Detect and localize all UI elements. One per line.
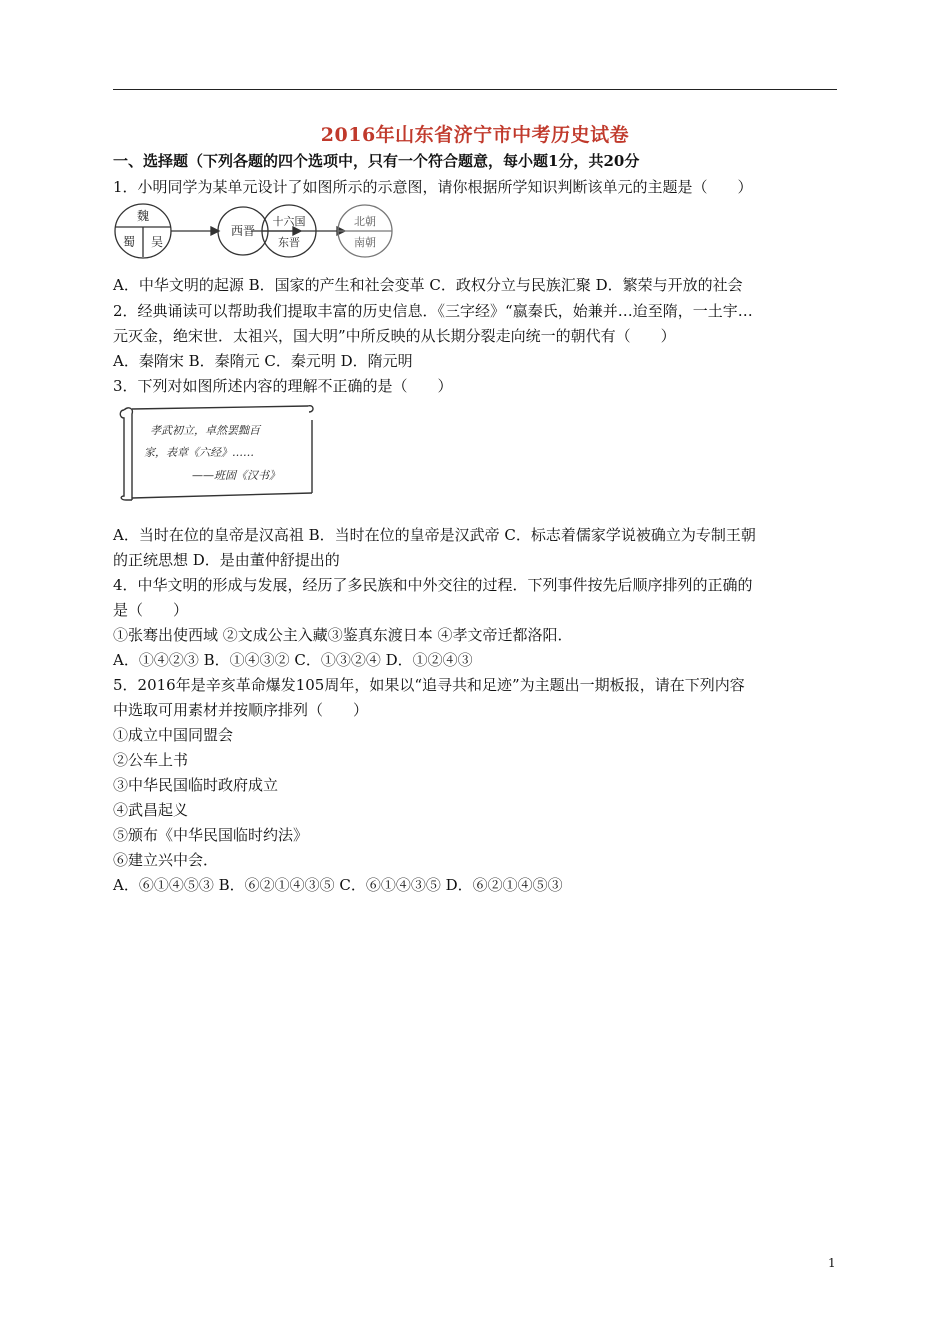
q2-stem-line1: 2．经典诵读可以帮助我们提取丰富的历史信息．《三字经》“嬴秦氏，始兼并…迨至隋，一土宇…	[113, 302, 753, 320]
q5-item-4: ④武昌起义	[113, 801, 189, 819]
label-western-jin: 西晋	[230, 224, 256, 238]
q2-stem-line2: 元灭金，绝宋世．太祖兴，国大明”中所反映的从长期分裂走向统一的朝代有（ ）	[113, 327, 676, 345]
q3-options-line2: 的正统思想 D．是由董仲舒提出的	[113, 551, 340, 569]
page-number: 1	[828, 1256, 836, 1270]
label-sixteen-kingdoms: 十六国	[272, 215, 306, 228]
label-wu: 吴	[150, 235, 164, 249]
q5-item-2: ②公车上书	[113, 751, 189, 769]
q5-item-5: ⑤颁布《中华民国临时约法》	[113, 826, 309, 844]
q5-stem-line2: 中选取可用素材并按顺序排列（ ）	[113, 701, 369, 719]
scroll-line-3: ——班固《汉书》	[192, 469, 280, 482]
q4-options: A．①④②③ B．①④③② C．①③②④ D．①②④③	[113, 651, 473, 669]
q4-events: ①张骞出使西域 ②文成公主入藏③鉴真东渡日本 ④孝文帝迁都洛阳．	[113, 626, 573, 644]
q4-stem-line1: 4．中华文明的形成与发展，经历了多民族和中外交往的过程．下列事件按先后顺序排列的正确的	[113, 576, 753, 594]
label-northern-dynasties: 北朝	[354, 215, 376, 228]
section-heading: 一、选择题（下列各题的四个选项中，只有一个符合题意，每小题1分，共20分	[113, 152, 640, 170]
q1-flow-diagram	[113, 200, 398, 262]
q4-stem-line2: 是（ ）	[113, 601, 189, 619]
scroll-line-1: 孝武初立，卓然罢黜百	[150, 424, 260, 437]
q1-stem: 1．小明同学为某单元设计了如图所示的示意图，请你根据所学知识判断该单元的主题是（ ）	[113, 178, 753, 196]
label-southern-dynasties: 南朝	[354, 236, 376, 249]
q3-options-line1: A．当时在位的皇帝是汉高祖 B．当时在位的皇帝是汉武帝 C．标志着儒家学说被确立为专制王朝	[113, 526, 756, 544]
q3-scroll-image	[118, 400, 318, 502]
label-eastern-jin: 东晋	[278, 236, 300, 249]
q3-stem: 3．下列对如图所述内容的理解不正确的是（ ）	[113, 377, 453, 395]
page-title: 2016年山东省济宁市中考历史试卷	[320, 124, 630, 146]
label-shu: 蜀	[122, 235, 136, 249]
label-wei: 魏	[136, 209, 150, 223]
q5-item-3: ③中华民国临时政府成立	[113, 776, 279, 794]
q2-options: A．秦隋宋 B．秦隋元 C．秦元明 D．隋元明	[113, 352, 413, 370]
scroll-line-2: 家，表章《六经》……	[144, 446, 254, 459]
q5-options: A．⑥①④⑤③ B．⑥②①④③⑤ C．⑥①④③⑤ D．⑥②①④⑤③	[113, 876, 563, 894]
q5-item-6: ⑥建立兴中会．	[113, 851, 219, 869]
q5-stem-line1: 5．2016年是辛亥革命爆发105周年，如果以“追寻共和足迹”为主题出一期板报，请在下列内容	[113, 676, 745, 694]
q5-item-1: ①成立中国同盟会	[113, 726, 234, 744]
top-rule	[113, 89, 837, 90]
q1-options: A．中华文明的起源 B．国家的产生和社会变革 C．政权分立与民族汇聚 D．繁荣与开放的社会	[113, 276, 743, 294]
